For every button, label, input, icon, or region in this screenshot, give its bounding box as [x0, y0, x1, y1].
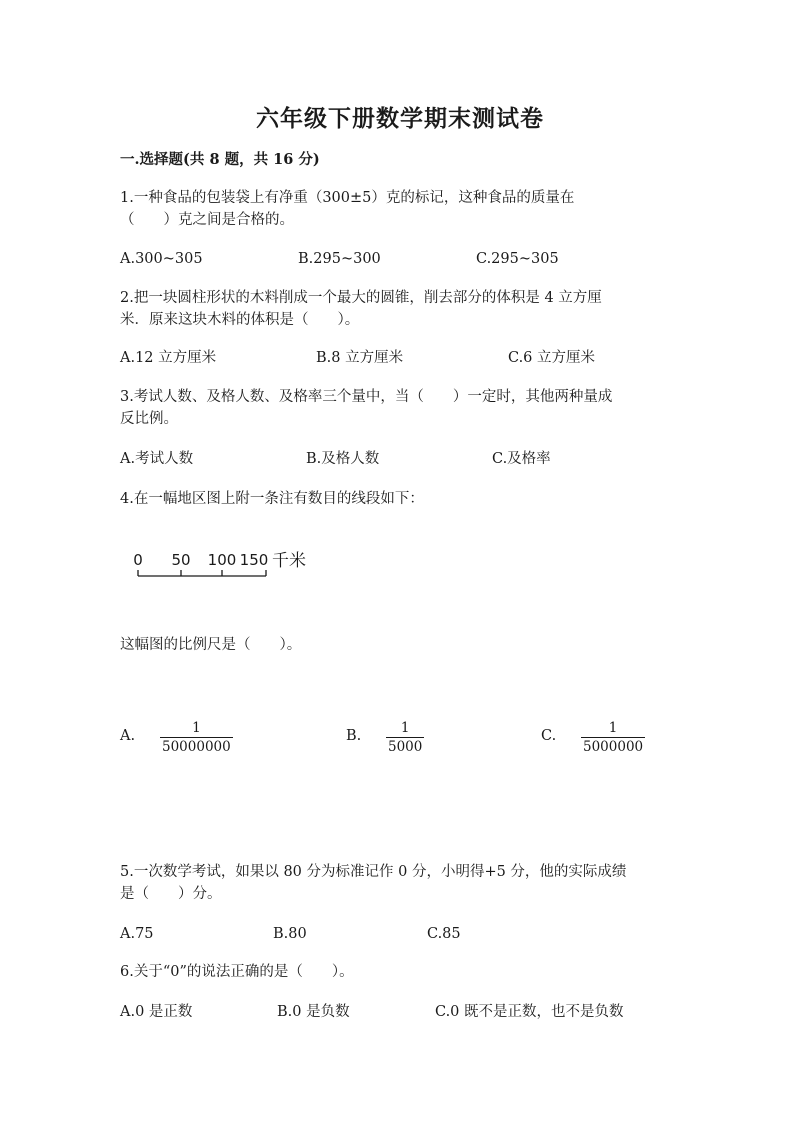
- question-3-line-2: 反比例。: [120, 411, 178, 427]
- question-2-option-b: B.8 立方厘米: [316, 350, 404, 366]
- question-5-option-b: B.80: [273, 926, 307, 942]
- question-1-option-c: C.295~305: [476, 251, 559, 267]
- fraction: [160, 720, 233, 756]
- question-5-line-2: 是（ ）分。: [120, 886, 222, 902]
- question-4-option-c: [541, 720, 721, 760]
- question-2-option-c: C.6 立方厘米: [508, 350, 596, 366]
- fraction: [386, 720, 424, 756]
- option-letter: B.: [346, 728, 362, 744]
- fraction-denominator: 5000: [388, 739, 423, 755]
- question-5-option-a: A.75: [120, 926, 154, 942]
- page-title: 六年级下册数学期末测试卷: [256, 105, 544, 132]
- question-6-option-b: B.0 是负数: [277, 1004, 350, 1020]
- question-2-option-a: A.12 立方厘米: [120, 350, 217, 366]
- fraction-numerator: 1: [608, 720, 618, 736]
- question-2-line-1: 2.把一块圆柱形状的木料削成一个最大的圆锥，削去部分的体积是 4 立方厘: [120, 290, 602, 306]
- fraction: [581, 720, 645, 756]
- question-4-option-a: [120, 720, 320, 760]
- question-5-line-1: 5.一次数学考试，如果以 80 分为标准记作 0 分，小明得+5 分，他的实际成绩: [120, 864, 627, 880]
- question-4-line-1: 4.在一幅地区图上附一条注有数目的线段如下：: [120, 491, 424, 507]
- question-1-option-b: B.295~300: [298, 251, 381, 267]
- scale-unit-label: 千米: [272, 551, 306, 571]
- question-6-option-a: A.0 是正数: [120, 1004, 193, 1020]
- question-1-line-1: 1.一种食品的包装袋上有净重（300±5）克的标记，这种食品的质量在: [120, 190, 575, 206]
- fraction-denominator: 50000000: [162, 739, 231, 755]
- question-3-line-1: 3.考试人数、及格人数、及格率三个量中，当（ ）一定时，其他两种量成: [120, 389, 613, 405]
- question-3-option-a: A.考试人数: [120, 451, 194, 467]
- scale-tick-label-100: 100: [207, 551, 237, 569]
- fraction-denominator: 5000000: [583, 739, 644, 755]
- scale-tick-label-150: 150: [239, 551, 269, 569]
- question-1-option-a: A.300~305: [120, 251, 203, 267]
- scale-tick-label-50: 50: [171, 551, 191, 569]
- question-4-option-b: [346, 720, 506, 760]
- option-letter: C.: [541, 728, 557, 744]
- option-letter: A.: [120, 728, 136, 744]
- fraction-numerator: 1: [192, 720, 201, 736]
- scale-bar-figure: [128, 545, 328, 585]
- question-6-line-1: 6.关于“0”的说法正确的是（ ）。: [120, 964, 354, 980]
- section-heading: 一.选择题(共 8 题，共 16 分): [120, 151, 320, 168]
- fraction-numerator: 1: [400, 720, 410, 736]
- question-1-line-2: （ ）克之间是合格的。: [120, 212, 294, 228]
- scale-tick-label-0: 0: [133, 551, 143, 569]
- question-2-line-2: 米．原来这块木料的体积是（ ）。: [120, 312, 360, 328]
- question-3-option-b: B.及格人数: [306, 451, 380, 467]
- question-5-option-c: C.85: [427, 926, 461, 942]
- question-3-option-c: C.及格率: [492, 451, 551, 467]
- question-6-option-c: C.0 既不是正数，也不是负数: [435, 1004, 624, 1020]
- question-4-prompt: 这幅图的比例尺是（ ）。: [120, 637, 302, 653]
